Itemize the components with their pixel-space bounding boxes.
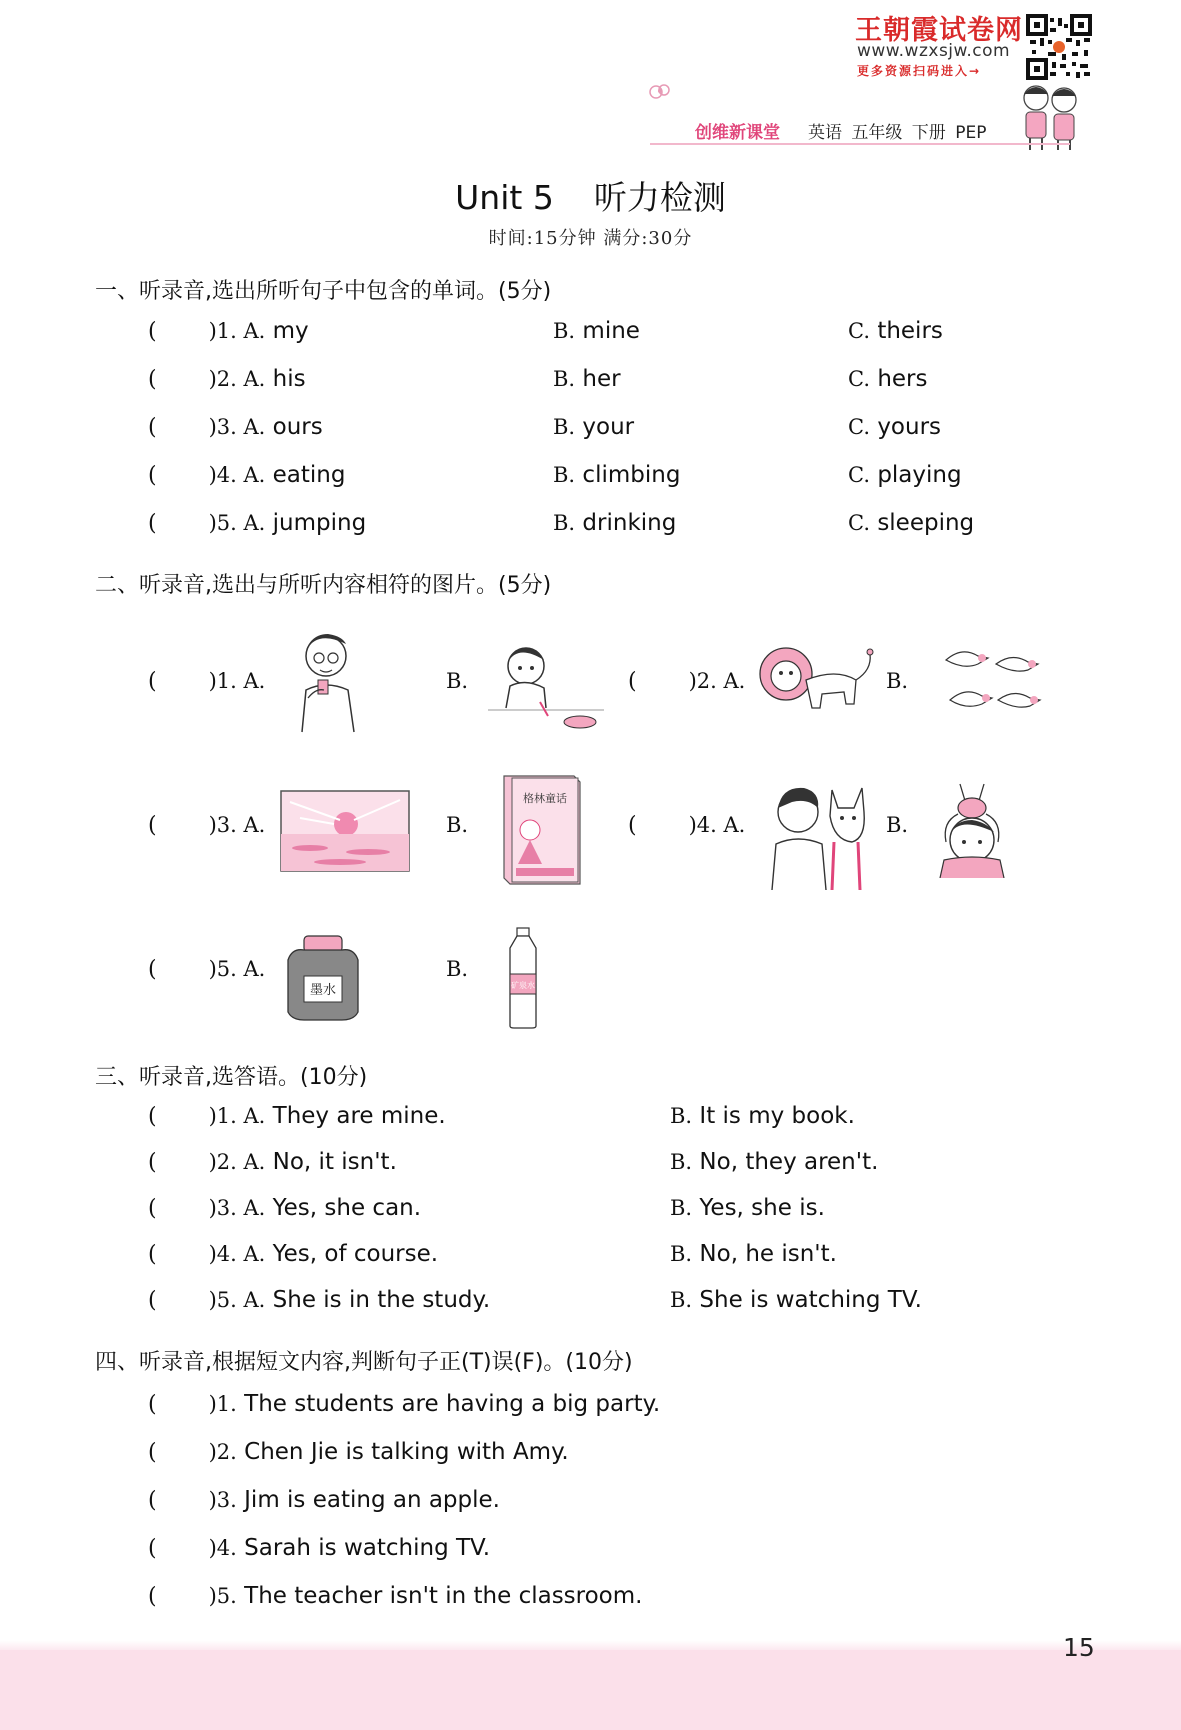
option-b-text: drinking <box>582 510 677 536</box>
option-b-text: It is my book. <box>699 1103 855 1129</box>
s2-q1-label <box>148 668 265 694</box>
s2-q5-label <box>148 956 265 982</box>
section-1-heading: 一、听录音,选出所听句子中包含的单词。(5分) <box>95 279 552 304</box>
answer-bracket[interactable]: ( <box>148 511 157 536</box>
s1-q1-option-c: C. theirs <box>848 318 943 344</box>
section-4-heading: 四、听录音,根据短文内容,判断句子正(T)误(F)。(10分) <box>95 1350 633 1375</box>
question-number: )1. <box>208 1392 237 1416</box>
brand-slogan: 更多资源扫码进入→ <box>857 64 982 78</box>
question-number: )2. A. <box>208 367 266 391</box>
mascot-icon <box>1016 70 1086 152</box>
birds-picture[interactable] <box>936 640 1048 726</box>
answer-bracket[interactable]: ( <box>148 463 157 488</box>
s2-q4-label <box>628 812 745 838</box>
question-number: )1. A. <box>208 319 266 343</box>
answer-bracket[interactable]: ( <box>628 669 637 694</box>
option-a: jumping <box>272 510 367 536</box>
sunset-sea-picture[interactable] <box>280 790 410 872</box>
option-b-text: She is watching TV. <box>699 1287 922 1313</box>
statement-text: Chen Jie is talking with Amy. <box>244 1439 569 1465</box>
answer-bracket[interactable]: ( <box>148 669 157 694</box>
answer-bracket[interactable]: ( <box>148 1488 157 1513</box>
s3-q1 <box>148 1103 446 1129</box>
flower-icon <box>646 80 674 104</box>
s1-q2-option-b: B. her <box>553 366 621 392</box>
ink-bottle-picture[interactable] <box>284 934 362 1022</box>
lion-picture[interactable] <box>756 640 878 720</box>
s2-q5-b-label: B. <box>446 957 469 981</box>
answer-bracket[interactable]: ( <box>148 319 157 344</box>
answer-bracket[interactable]: ( <box>148 957 157 982</box>
option-c-text: playing <box>877 462 962 488</box>
page-title <box>0 172 1181 219</box>
option-b-text: No, they aren't. <box>699 1149 879 1175</box>
s1-q3 <box>148 414 323 440</box>
question-number: )3. <box>208 1488 237 1512</box>
s3-q3-option-b: B. Yes, she is. <box>670 1195 825 1221</box>
s1-q4-option-c: C. playing <box>848 462 962 488</box>
option-c-text: sleeping <box>877 510 975 536</box>
option-a: ours <box>272 414 323 440</box>
option-a: They are mine. <box>272 1103 446 1129</box>
option-a: She is in the study. <box>272 1287 491 1313</box>
s2-q2-b-label: B. <box>886 669 909 693</box>
statement-text: The teacher isn't in the classroom. <box>244 1583 643 1609</box>
section-3-heading: 三、听录音,选答语。(10分) <box>95 1065 368 1090</box>
series-name: 创维新课堂 <box>695 123 780 143</box>
s3-q2 <box>148 1149 397 1175</box>
s1-q3-option-c: C. yours <box>848 414 942 440</box>
question-number: )4. <box>208 1536 237 1560</box>
option-b-text: Yes, she is. <box>699 1195 825 1221</box>
s2-q4-b-label: B. <box>886 813 909 837</box>
question-number: )2. <box>208 1440 237 1464</box>
s3-q1-option-b: B. It is my book. <box>670 1103 855 1129</box>
answer-bracket[interactable]: ( <box>148 1196 157 1221</box>
title-unit: Unit 5 <box>455 178 554 217</box>
s1-q1-option-b: B. mine <box>553 318 640 344</box>
option-b-text: climbing <box>582 462 681 488</box>
option-a: Yes, of course. <box>272 1241 439 1267</box>
s4-q2 <box>148 1439 569 1465</box>
ink-label: 墨水 <box>309 983 337 998</box>
question-number: )1. A. <box>208 1104 266 1128</box>
option-a: No, it isn't. <box>272 1149 397 1175</box>
answer-bracket[interactable]: ( <box>148 1440 157 1465</box>
page-number: 15 <box>1063 1633 1095 1662</box>
option-c-text: theirs <box>877 318 943 344</box>
water-bottle-picture[interactable] <box>502 926 544 1030</box>
course-info: 英语 五年级 下册 PEP <box>808 123 987 143</box>
header-divider <box>650 143 1070 145</box>
option-b-text: your <box>582 414 635 440</box>
question-number: )4. A. <box>208 463 266 487</box>
s4-q1 <box>148 1391 660 1417</box>
s2-q2-label <box>628 668 745 694</box>
answer-bracket[interactable]: ( <box>148 415 157 440</box>
question-number: )1. A. <box>208 669 266 693</box>
option-a: my <box>272 318 309 344</box>
question-number: )5. <box>208 1584 237 1608</box>
s2-q3-label <box>148 812 265 838</box>
option-a: Yes, she can. <box>272 1195 422 1221</box>
answer-bracket[interactable]: ( <box>148 1584 157 1609</box>
option-a: his <box>272 366 306 392</box>
s1-q2-option-c: C. hers <box>848 366 928 392</box>
boy-eating-picture[interactable] <box>486 638 604 734</box>
time-and-score: 时间:15分钟 满分:30分 <box>488 228 693 249</box>
s3-q5-option-b: B. She is watching TV. <box>670 1287 922 1313</box>
brand-url[interactable]: www.wzxsjw.com <box>857 41 1011 61</box>
option-b-text: No, he isn't. <box>699 1241 837 1267</box>
s2-q3-b-label: B. <box>446 813 469 837</box>
s4-q5 <box>148 1583 642 1609</box>
s3-q4-option-b: B. No, he isn't. <box>670 1241 837 1267</box>
s1-q4-option-b: B. climbing <box>553 462 681 488</box>
book-title: 格林童话 <box>523 792 567 805</box>
s1-q5-option-b: B. drinking <box>553 510 677 536</box>
question-number: )5. A. <box>208 511 266 535</box>
question-number: )2. A. <box>688 669 746 693</box>
boy-drinking-picture[interactable] <box>288 628 368 734</box>
question-number: )3. A. <box>208 813 266 837</box>
option-b-text: mine <box>582 318 640 344</box>
brand-name: 王朝霞试卷网 <box>855 15 1023 46</box>
s1-q4 <box>148 462 346 488</box>
answer-bracket[interactable]: ( <box>148 367 157 392</box>
question-number: )3. A. <box>208 1196 266 1220</box>
s1-q5-option-c: C. sleeping <box>848 510 975 536</box>
option-c-text: yours <box>877 414 942 440</box>
s3-q5 <box>148 1287 490 1313</box>
answer-bracket[interactable]: ( <box>148 1392 157 1417</box>
boy-with-dog-picture[interactable] <box>768 782 878 892</box>
answer-bracket[interactable]: ( <box>148 1104 157 1129</box>
answer-bracket[interactable]: ( <box>148 1242 157 1267</box>
statement-text: Sarah is watching TV. <box>244 1535 491 1561</box>
question-number: )4. A. <box>688 813 746 837</box>
option-a: eating <box>272 462 346 488</box>
s2-q1-b-label: B. <box>446 669 469 693</box>
answer-bracket[interactable]: ( <box>628 813 637 838</box>
answer-bracket[interactable]: ( <box>148 1150 157 1175</box>
section-2-heading: 二、听录音,选出与所听内容相符的图片。(5分) <box>95 573 552 598</box>
question-number: )2. A. <box>208 1150 266 1174</box>
title-topic: 听力检测 <box>593 178 726 217</box>
question-number: )3. A. <box>208 415 266 439</box>
option-c-text: hers <box>877 366 928 392</box>
question-number: )4. A. <box>208 1242 266 1266</box>
s1-q5 <box>148 510 366 536</box>
question-number: )5. A. <box>208 1288 266 1312</box>
s1-q2 <box>148 366 306 392</box>
option-b-text: her <box>582 366 621 392</box>
s3-q2-option-b: B. No, they aren't. <box>670 1149 879 1175</box>
answer-bracket[interactable]: ( <box>148 1536 157 1561</box>
s3-q3 <box>148 1195 421 1221</box>
bottle-label: 矿泉水 <box>511 981 535 990</box>
girl-with-rabbit-picture[interactable] <box>930 782 1014 878</box>
s4-q4 <box>148 1535 490 1561</box>
answer-bracket[interactable]: ( <box>148 813 157 838</box>
s3-q4 <box>148 1241 438 1267</box>
statement-text: Jim is eating an apple. <box>244 1487 500 1513</box>
question-number: )5. A. <box>208 957 266 981</box>
footer-band <box>0 1650 1181 1730</box>
statement-text: The students are having a big party. <box>244 1391 661 1417</box>
fairy-tale-book-picture[interactable] <box>502 772 584 886</box>
answer-bracket[interactable]: ( <box>148 1288 157 1313</box>
s1-q1 <box>148 318 309 344</box>
s1-q3-option-b: B. your <box>553 414 635 440</box>
s4-q3 <box>148 1487 500 1513</box>
